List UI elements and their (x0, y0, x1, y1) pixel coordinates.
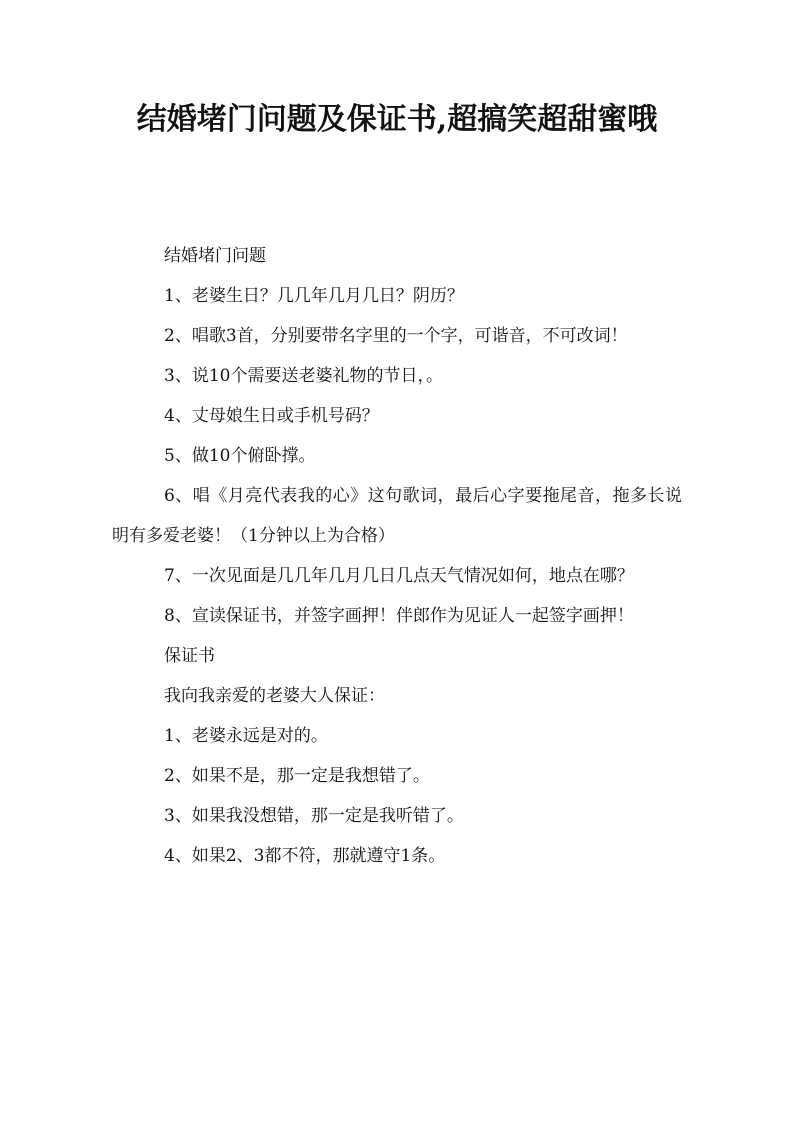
guarantee-item: 3、如果我没想错，那一定是我听错了。 (164, 806, 464, 826)
section-heading-door-questions: 结婚堵门问题 (164, 246, 266, 266)
guarantee-intro: 我向我亲爱的老婆大人保证： (164, 686, 385, 706)
question-item: 7、一次见面是几几年几月几日几点天气情况如何，地点在哪？ (164, 566, 634, 586)
section-heading-guarantee: 保证书 (164, 646, 215, 666)
guarantee-item: 2、如果不是，那一定是我想错了。 (164, 766, 430, 786)
question-item: 8、宣读保证书，并签字画押！伴郎作为见证人一起签字画押！ (164, 606, 634, 626)
question-item: 3、说10个需要送老婆礼物的节日，。 (164, 366, 443, 386)
question-item: 4、丈母娘生日或手机号码？ (164, 406, 379, 426)
document-body (112, 236, 682, 876)
question-item: 6、唱《月亮代表我的心》这句歌词，最后心字要拖尾音，拖多长说明有多爱老婆！（1分钟以上为合格） (112, 486, 682, 546)
question-item: 5、做10个俯卧撑。 (164, 446, 316, 466)
guarantee-item: 4、如果2、3都不符，那就遵守1条。 (164, 846, 446, 866)
question-item: 2、唱歌3首，分别要带名字里的一个字，可谐音，不可改词！ (164, 326, 628, 346)
guarantee-item: 1、老婆永远是对的。 (164, 726, 328, 746)
question-item: 1、老婆生日？几几年几月几日？阴历？ (164, 286, 464, 306)
document-title: 结婚堵门问题及保证书,超搞笑超甜蜜哦 (136, 102, 658, 137)
